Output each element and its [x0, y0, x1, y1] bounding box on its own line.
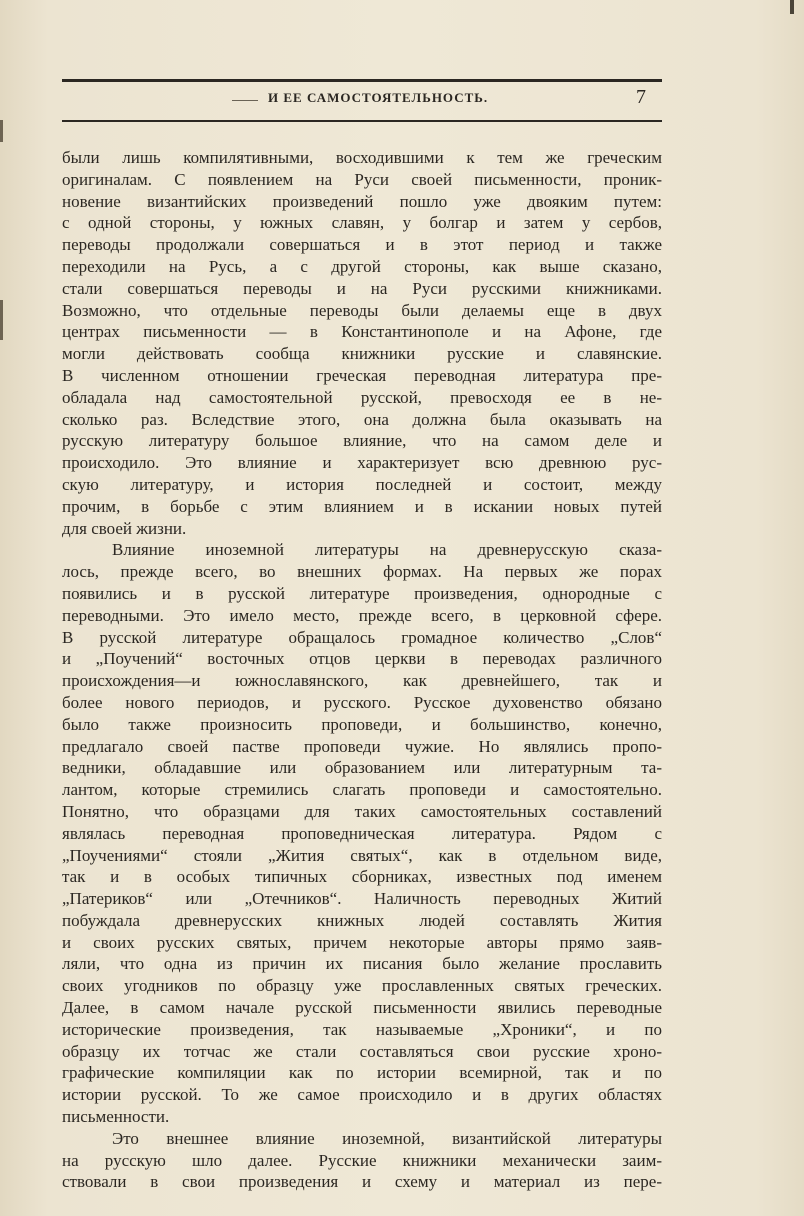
text-line: переходили на Русь, а с другой стороны, как выше сказано,: [62, 256, 662, 276]
text-line: новение византийских произведений пошло уже двояким путем:: [62, 191, 662, 211]
running-head: И ЕЕ САМОСТОЯТЕЛЬНОСТЬ.: [268, 90, 489, 105]
header-dash: [232, 100, 258, 101]
text-line: графические компиляции как по истории всемирной, так и по: [62, 1063, 662, 1083]
text-line: Понятно, что образцами для таких самостоятельных составлений: [62, 801, 662, 821]
text-line: письменности.: [62, 1107, 170, 1127]
text-line: с одной стороны, у южных славян, у болгар и затем у сербов,: [62, 213, 662, 233]
text-line: образцу их тотчас же стали составляться свои русские хроно-: [62, 1041, 662, 1061]
text-line: так и в особых типичных сборниках, известных под именем: [62, 867, 662, 887]
text-line: более нового периодов, и русского. Русское духовенство обязано: [62, 692, 662, 712]
text-line: лось, прежде всего, во внешних формах. На первых же порах: [62, 562, 662, 582]
text-line: стали совершаться переводы и на Руси русскими книжниками.: [62, 278, 662, 298]
text-line: Влияние иноземной литературы на древнерусскую сказа-: [112, 540, 662, 560]
text-line: русскую литературу большое влияние, что на самом деле и: [62, 431, 662, 451]
text-line: переводными. Это имело место, прежде всего, в церковной сфере.: [62, 605, 662, 625]
text-line: ведники, обладавшие или образованием или литературным та-: [62, 758, 662, 778]
text-line: лантом, которые стремились слагать проповеди и самостоятельно.: [62, 780, 662, 800]
text-line: и „Поучений“ восточных отцов церкви в переводах различного: [62, 649, 662, 669]
text-line: сколько раз. Вследствие этого, она должна была оказывать на: [62, 409, 662, 429]
text-line: исторические произведения, так называемые „Хроники“, и по: [62, 1019, 662, 1039]
spine-shadow-mark: [0, 120, 3, 142]
text-line: были лишь компилятивными, восходившими к тем же греческим: [62, 148, 662, 167]
corner-scan-mark: [790, 0, 794, 14]
text-line: ляли, что одна из причин их писания было желание прославить: [62, 954, 662, 974]
text-line: Это внешнее влияние иноземной, византийской литературы: [112, 1128, 662, 1148]
text-line: В русской литературе обращалось громадное количество „Слов“: [62, 627, 662, 647]
header-bottom-rule: [62, 120, 662, 122]
text-line: для своей жизни.: [62, 518, 187, 538]
text-line: появились и в русской литературе произведения, однородные с: [62, 583, 662, 603]
body-text: [62, 147, 662, 1193]
text-line: Далее, в самом начале русской письменности явились переводные: [62, 998, 662, 1018]
text-line: оригиналам. С появлением на Руси своей письменности, проник-: [62, 169, 662, 189]
text-line: В численном отношении греческая переводная литература пре-: [62, 365, 662, 385]
text-line: центрах письменности — в Константинополе и на Афоне, где: [62, 322, 662, 342]
text-line: Возможно, что отдельные переводы были делаемы еще в двух: [62, 300, 662, 320]
page-number: 7: [636, 86, 646, 108]
text-line: могли действовать сообща книжники русские и славянские.: [62, 344, 662, 364]
text-line: и своих русских святых, причем некоторые авторы прямо заяв-: [62, 932, 662, 952]
text-line: „Патериков“ или „Отечников“. Наличность переводных Житий: [62, 889, 662, 909]
header-top-rule: [62, 79, 662, 82]
text-line: происхождения—и южнославянского, как древнейшего, так и: [62, 671, 662, 691]
text-line: истории русской. То же самое происходило и в других областях: [62, 1085, 662, 1105]
text-line: обладала над самостоятельной русской, превосходя ее в не-: [62, 387, 662, 407]
spine-shadow-mark: [0, 300, 3, 340]
text-line: являлась переводная проповедническая литература. Рядом с: [62, 823, 662, 843]
text-line: „Поучениями“ стояли „Жития святых“, как в отдельном виде,: [62, 845, 662, 865]
text-line: скую литературу, и история последней и состоит, между: [62, 474, 662, 494]
text-line: ствовали в свои произведения и схему и материал из пере-: [62, 1172, 662, 1192]
text-line: на русскую шло далее. Русские книжники механически заим-: [62, 1150, 662, 1170]
text-line: было также произносить проповеди, и большинство, конечно,: [62, 714, 662, 734]
text-line: происходило. Это влияние и характеризует всю древнюю рус-: [62, 453, 662, 473]
text-line: побуждала древнерусских книжных людей составлять Жития: [62, 910, 662, 930]
text-line: предлагало своей пастве проповеди чужие. Но являлись пропо-: [62, 736, 662, 756]
text-line: прочим, в борьбе с этим влиянием и в искании новых путей: [62, 496, 662, 516]
text-line: своих угодников по образцу уже прославленных святых греческих.: [62, 976, 662, 996]
text-line: переводы продолжали совершаться и в этот период и также: [62, 235, 662, 255]
